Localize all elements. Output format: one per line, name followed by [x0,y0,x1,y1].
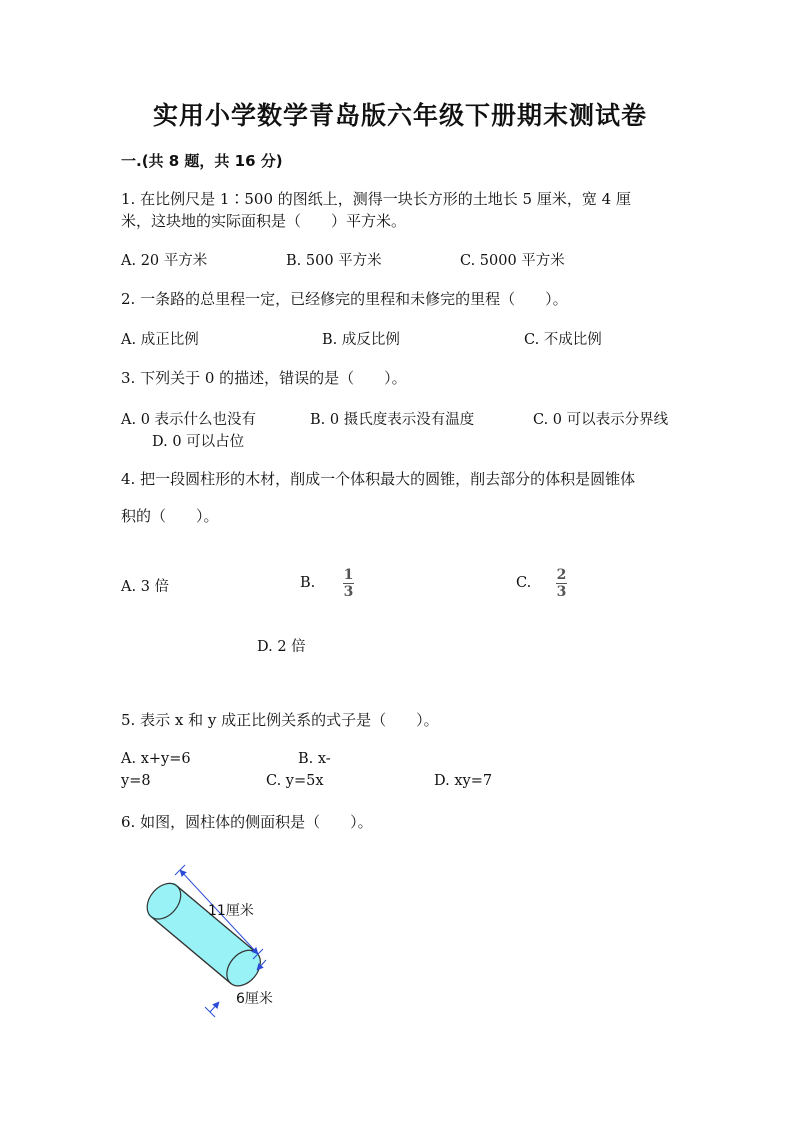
question-3-option-a[interactable]: A. 0 表示什么也没有 [121,412,257,428]
question-1-option-b[interactable]: B. 500 平方米 [286,253,382,269]
question-4-text-line2: 积的（ ）。 [121,507,219,525]
cylinder-figure [118,862,298,1032]
page-title: 实用小学数学青岛版六年级下册期末测试卷 [152,101,647,130]
question-3-text: 3. 下列关于 0 的描述，错误的是（ ）。 [121,369,407,387]
section-heading: 一.(共 8 题，共 16 分) [121,152,283,170]
question-5-option-b-line1[interactable]: B. x- [298,751,331,767]
question-2-option-c[interactable]: C. 不成比例 [524,332,602,348]
question-2-option-b[interactable]: B. 成反比例 [322,332,400,348]
question-5-option-d[interactable]: D. xy=7 [434,773,493,789]
question-2-option-a[interactable]: A. 成正比例 [121,332,199,348]
question-5-option-b-line2[interactable]: y=8 [121,773,151,789]
diameter-arrow-bottom [210,1002,219,1012]
question-4-option-d[interactable]: D. 2 倍 [257,639,306,655]
question-1-text-line2: 米，这块地的实际面积是（ ）平方米。 [121,212,407,230]
fraction-denominator: 3 [556,584,567,600]
question-3-option-c[interactable]: C. 0 可以表示分界线 [533,412,669,428]
question-4-option-c-fraction [556,568,567,599]
question-4-option-a[interactable]: A. 3 倍 [121,579,170,595]
question-1-text-line1: 1. 在比例尺是 1∶500 的图纸上，测得一块长方形的土地长 5 厘米，宽 4 厘 [121,190,631,208]
question-5-text: 5. 表示 x 和 y 成正比例关系的式子是（ ）。 [121,711,439,729]
diameter-label: 6厘米 [236,991,273,1007]
fraction-numerator: 1 [343,567,354,583]
question-1-option-c[interactable]: C. 5000 平方米 [460,253,565,269]
question-4-text-line1: 4. 把一段圆柱形的木材，削成一个体积最大的圆锥，削去部分的体积是圆锥体 [121,470,636,488]
fraction-numerator: 2 [556,567,567,583]
question-2-text: 2. 一条路的总里程一定，已经修完的里程和未修完的里程（ ）。 [121,290,568,308]
fraction-denominator: 3 [343,584,354,600]
cylinder-shape [140,876,268,993]
question-6-text: 6. 如图，圆柱体的侧面积是（ ）。 [121,813,373,831]
question-5-option-a[interactable]: A. x+y=6 [121,751,191,767]
question-4-option-b-fraction [343,568,354,599]
question-3-option-d[interactable]: D. 0 可以占位 [152,434,245,450]
question-4-option-c-label[interactable]: C. [516,575,532,591]
length-label: 11厘米 [208,903,254,919]
question-4-option-b-label[interactable]: B. [300,575,316,591]
question-1-option-a[interactable]: A. 20 平方米 [121,253,208,269]
question-5-option-c[interactable]: C. y=5x [266,773,324,789]
question-3-option-b[interactable]: B. 0 摄氏度表示没有温度 [310,412,475,428]
